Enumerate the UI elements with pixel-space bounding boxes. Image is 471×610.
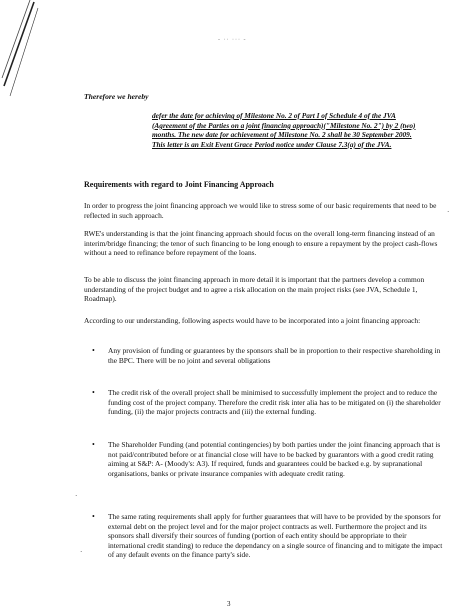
scan-speck: ·: [75, 492, 78, 500]
bullet-icon: •: [92, 346, 95, 355]
scan-speck: ·: [447, 208, 450, 216]
paragraph-4: According to our understanding, following aspects would have to be incorporated into a joint financing approach:: [84, 316, 421, 325]
paragraph-2: RWE's understanding is that the joint financing approach should focus on the overall long-term financing instead of an interim/bridge financing; the tenor of such financing to be long enough to ensure a repayment by the project cash-flows without a need to refinance before repayment of the loans.: [84, 229, 438, 258]
bullet-icon: •: [92, 512, 95, 521]
list-item-text: The Shareholder Funding (and potential contingencies) by both parties under the joint financing approach that is not paid/contributed before or at financial close will have to be backed by guarantors with a good credit rating aiming at S&P: A- (Moody's: A3). If required, funds and guarantees could be backed e.g. by supranational organisations, banks or private insurance companies with adequate credit rating.: [108, 440, 441, 478]
bullet-icon: •: [92, 440, 95, 449]
scan-artifact-stroke: [0, 0, 40, 100]
scan-smudge: - ·· ··· -: [218, 37, 247, 43]
list-item-text: The same rating requirements shall apply for further guarantees that will have to be provided by the sponsors for external debt on the project level and for the major project contracts as well. Furthermore the project and its sponsors shall diversify their sources of funding (portion of each entity should be appropriate to their international credit standing) to reduce the dependancy on a single source of financing and to mitigate the impact of any default events on the finance party's side.: [108, 512, 443, 560]
paragraph-1: In order to progress the joint financing approach we would like to stress some of our basic requirements that need to be reflected in such approach.: [84, 201, 437, 220]
deferral-resolution: defer the date for achieving of Milestone No. 2 of Part I of Schedule 4 of the JVA (Agreement of the Parties on a joint financing approach)("Milestone No. 2") by 2 (two) months. The new date for achievement of Milestone No. 2 shall be 30 September 2009. This letter is an Exit Event Grace Period notice under Clause 7.3(a) of the JVA.: [152, 111, 416, 149]
intro-text: Therefore we hereby: [84, 92, 149, 101]
paragraph-3: To be able to discuss the joint financing approach in more detail it is important that the partners develop a common understanding of the project budget and to agree a risk allocation on the main project risks (see JVA, Schedule 1, Roadmap).: [84, 275, 425, 304]
list-item-text: The credit risk of the overall project shall be minimised to successfully implement the project and to reduce the funding cost of the project company. Therefore the credit risk inter alia has to be mitigated on (i) the shareholder funding, (ii) the major projects contracts and (iii) the external funding.: [108, 388, 441, 417]
list-item-text: Any provision of funding or guarantees by the sponsors shall be in proportion to their respective shareholding in the BPC. There will be no joint and several obligations: [108, 346, 441, 365]
section-heading: Requirements with regard to Joint Financing Approach: [84, 180, 274, 189]
bullet-icon: •: [92, 388, 95, 397]
page-number: 3: [227, 600, 231, 608]
scan-speck: ·: [80, 548, 83, 556]
